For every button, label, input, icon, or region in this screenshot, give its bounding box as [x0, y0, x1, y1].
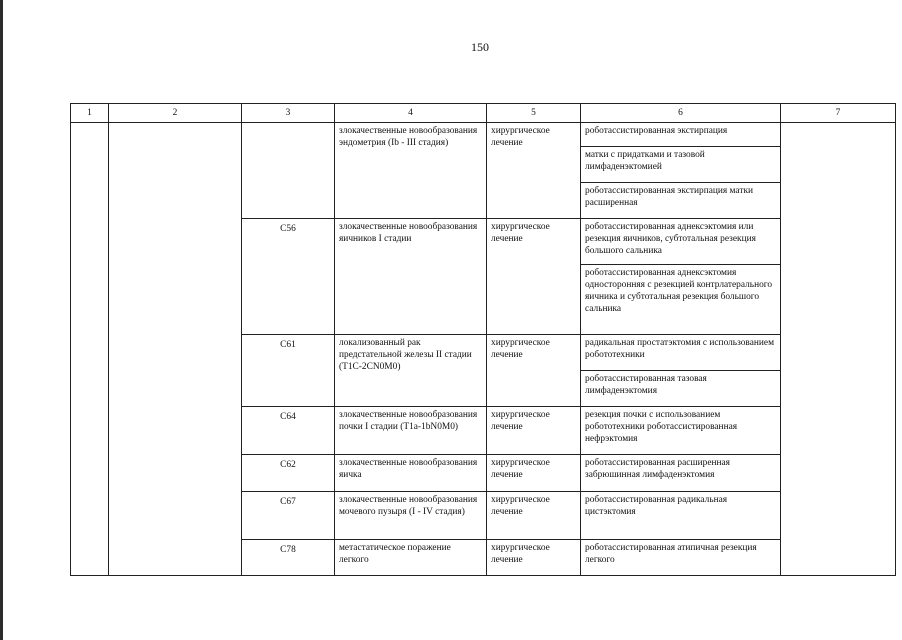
- method-cell: роботассистированная тазовая лимфаденэктомия: [581, 371, 781, 407]
- diagnosis-cell: локализованный рак предстательной железы II стадии (T1C-2CN0M0): [335, 335, 487, 407]
- method-cell: резекция почки с использованием робототехники роботассистированная нефрэктомия: [581, 407, 781, 455]
- icd-code-cell: C61: [242, 335, 335, 407]
- col1-cell: [71, 123, 109, 576]
- treatment-type-cell: хирургическое лечение: [487, 455, 581, 492]
- scan-left-edge: [0, 0, 3, 640]
- column-header-7: 7: [781, 104, 896, 123]
- col2-cell: [109, 123, 242, 576]
- method-cell: роботассистированная аднексэктомия или резекция яичников, субтотальная резекция большого сальника: [581, 219, 781, 265]
- method-cell: матки с придатками и тазовой лимфаденэктомией: [581, 147, 781, 183]
- column-header-5: 5: [487, 104, 581, 123]
- method-cell: роботассистированная экстирпация: [581, 123, 781, 147]
- diagnosis-cell: злокачественные новообразования мочевого пузыря (I - IV стадия): [335, 492, 487, 540]
- method-cell: радикальная простатэктомия с использованием робототехники: [581, 335, 781, 371]
- diagnosis-cell: злокачественные новообразования яичников I стадии: [335, 219, 487, 335]
- method-cell: роботассистированная аднексэктомия односторонняя с резекцией контрлатерального яичника и субтотальная резекция большого сальника: [581, 265, 781, 335]
- icd-code-cell: C64: [242, 407, 335, 455]
- column-header-3: 3: [242, 104, 335, 123]
- icd-code-cell: C67: [242, 492, 335, 540]
- treatment-type-cell: хирургическое лечение: [487, 540, 581, 576]
- diagnosis-cell: злокачественные новообразования эндометрия (Ib - III стадия): [335, 123, 487, 219]
- treatment-type-cell: хирургическое лечение: [487, 123, 581, 219]
- column-header-2: 2: [109, 104, 242, 123]
- icd-code-cell: [242, 123, 335, 219]
- page-number: 150: [471, 40, 489, 54]
- method-cell: роботассистированная атипичная резекция легкого: [581, 540, 781, 576]
- diagnosis-cell: злокачественные новообразования яичка: [335, 455, 487, 492]
- method-cell: роботассистированная расширенная забрюшинная лимфаденэктомия: [581, 455, 781, 492]
- method-cell: роботассистированная радикальная цистэктомия: [581, 492, 781, 540]
- diagnosis-cell: метастатическое поражение легкого: [335, 540, 487, 576]
- column-header-4: 4: [335, 104, 487, 123]
- diagnosis-cell: злокачественные новообразования почки I стадии (T1a-1bN0M0): [335, 407, 487, 455]
- icd-code-cell: C62: [242, 455, 335, 492]
- method-cell: роботассистированная экстирпация матки расширенная: [581, 183, 781, 219]
- treatment-type-cell: хирургическое лечение: [487, 335, 581, 407]
- treatment-type-cell: хирургическое лечение: [487, 492, 581, 540]
- table-row: [71, 123, 896, 147]
- header-row: [71, 104, 896, 123]
- treatment-table: [70, 103, 896, 576]
- column-header-1: 1: [71, 104, 109, 123]
- column-header-6: 6: [581, 104, 781, 123]
- col7-cell: [781, 123, 896, 576]
- treatment-type-cell: хирургическое лечение: [487, 219, 581, 335]
- treatment-type-cell: хирургическое лечение: [487, 407, 581, 455]
- icd-code-cell: C78: [242, 540, 335, 576]
- icd-code-cell: C56: [242, 219, 335, 335]
